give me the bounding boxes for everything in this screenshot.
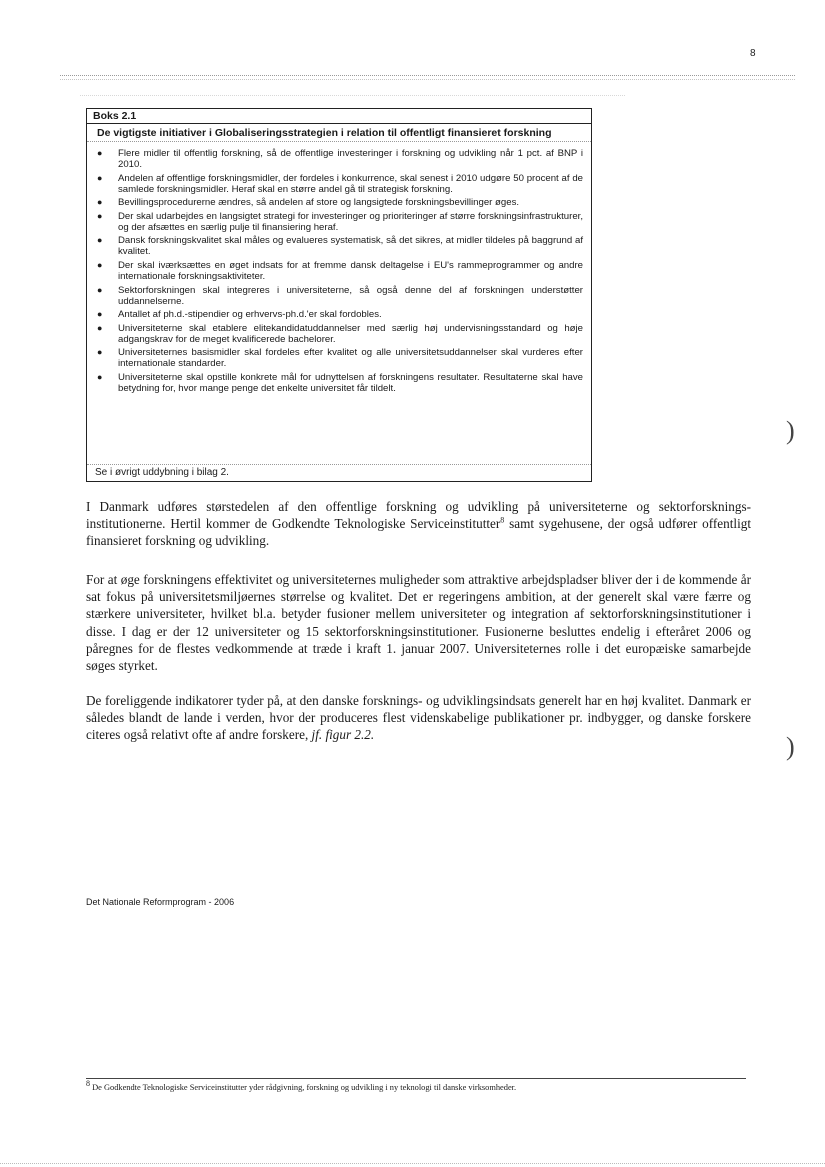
bullet-icon: ● xyxy=(97,284,103,295)
header-rule xyxy=(60,75,795,76)
list-item-text: Bevillingsprocedurerne ændres, så andelen af store og langsigtede forskningsbevillinger øges. xyxy=(118,197,520,209)
bullet-icon: ● xyxy=(97,309,103,320)
list-item xyxy=(97,347,583,369)
footnote-reference: 8 xyxy=(500,515,505,525)
list-item xyxy=(97,323,583,345)
info-box xyxy=(86,108,592,482)
paragraph-text: De foreliggende indikatorer tyder på, at den danske forsknings- og udviklingsindsats generelt har en høj kvalitet. Danmark er således blandt de lande i verden, hvor der produceres flest videnskabelige publikationer pr. indbygger, og danske forskere citeres også relativt ofte af andre forskere, xyxy=(86,693,751,743)
list-item-text: Sektorforskningen skal integreres i universiteterne, så også denne del af forskningen understøtter uddannelserne. xyxy=(118,284,583,307)
paragraph xyxy=(86,692,751,744)
box-title: De vigtigste initiativer i Globaliseringsstrategien i relation til offentligt finansieret forskning xyxy=(87,124,591,142)
document-footer: Det Nationale Reformprogram - 2006 xyxy=(86,897,235,907)
list-item-text: Antallet af ph.d.-stipendier og erhvervs-ph.d.'er skal fordobles. xyxy=(118,309,382,321)
list-item xyxy=(97,211,583,233)
list-item xyxy=(97,372,583,394)
list-item-text: Universiteterne skal etablere elitekandidatuddannelser med særlig høj undervisningsstandard og høje adgangskrav for de meget kvalificerede bachelorer. xyxy=(118,322,583,345)
list-item xyxy=(97,148,583,170)
list-item-text: Andelen af offentlige forskningsmidler, der fordeles i konkurrence, skal senest i 2010 udgøre 50 procent af de samlede forskningsmidler. Heraf skal en større andel gå til strategisk forskning. xyxy=(118,172,583,195)
list-item xyxy=(97,173,583,195)
paragraph-text: I Danmark udføres størstedelen af den offentlige forskning og udvikling på universiteterne og sektorforsknings-institutionerne. Hertil kommer de Godkendte Teknologiske Serviceinstitutter xyxy=(86,499,751,532)
list-item xyxy=(97,309,583,320)
footnote-text: De Godkendte Teknologiske Serviceinstitutter yder rådgivning, forskning og udvikling i ny teknologi til danske virksomheder. xyxy=(90,1083,517,1092)
box-label: Boks 2.1 xyxy=(87,109,591,124)
bullet-icon: ● xyxy=(97,347,103,358)
footnote-divider xyxy=(86,1078,746,1079)
list-item xyxy=(97,197,583,208)
paragraph-text: samt sygehusene, der også udfører offentligt finansieret forskning og udvikling. xyxy=(86,516,751,549)
list-item-text: Universiteternes basismidler skal fordeles efter kvalitet og alle universitetsuddannelser skal vurderes efter internationale standarder. xyxy=(118,347,583,370)
bullet-icon: ● xyxy=(97,172,103,183)
bullet-icon: ● xyxy=(97,197,103,208)
paragraph xyxy=(86,498,751,550)
list-item-text: Der skal udarbejdes en langsigtet strategi for investeringer og prioriteringer af større forskningsinfrastrukturer, og der afsættes en særlig pulje til finansiering heraf. xyxy=(118,210,583,233)
list-item xyxy=(97,235,583,257)
list-item xyxy=(97,260,583,282)
box-list xyxy=(87,148,591,394)
margin-mark: ) xyxy=(786,732,795,761)
bullet-icon: ● xyxy=(97,259,103,270)
bullet-icon: ● xyxy=(97,371,103,382)
list-item xyxy=(97,285,583,307)
bullet-icon: ● xyxy=(97,148,103,158)
list-item-text: Universiteterne skal opstille konkrete mål for udnyttelsen af forskningens resultater. Resultaterne skal have betydning for, hvor mange penge det enkelte universitet får tildelt. xyxy=(118,371,583,394)
header-rule xyxy=(60,79,795,80)
list-item-text: Flere midler til offentlig forskning, så de offentlige investeringer i forskning og udvikling når 1 pct. af BNP i 2010. xyxy=(118,148,583,170)
footnote-marker: 8 xyxy=(86,1079,90,1089)
list-item-text: Dansk forskningskvalitet skal måles og evalueres systematisk, så det sikres, at midler tildeles på baggrund af kvalitet. xyxy=(118,235,583,258)
footnote xyxy=(86,1079,751,1092)
figure-reference: jf. figur 2.2. xyxy=(308,727,375,743)
margin-mark: ) xyxy=(786,416,795,445)
list-item-text: Der skal iværksættes en øget indsats for at fremme dansk deltagelse i EU's rammeprogrammer og andre internationale forskningsaktiviteter. xyxy=(118,259,583,282)
bullet-icon: ● xyxy=(97,210,103,221)
bullet-icon: ● xyxy=(97,322,103,333)
page-edge xyxy=(0,1163,825,1164)
page-number: 8 xyxy=(750,48,756,59)
header-rule xyxy=(80,95,625,96)
box-footer: Se i øvrigt uddybning i bilag 2. xyxy=(87,464,591,481)
bullet-icon: ● xyxy=(97,235,103,246)
paragraph: For at øge forskningens effektivitet og universiteternes muligheder som attraktive arbejdspladser bliver der i de kommende år sat fokus på universitetsmiljøernes størrelse og kvalitet. Det er regeringens ambition, at der generelt skal være færre og stærkere universiteter, hvilket bl.a. betyder fusioner mellem universiteter og integration af sektorforskningsinstitutioner i disse. I dag er der 12 universiteter og 15 sektorforskningsinstitutioner. Fusionerne besluttes endelig i efteråret 2006 og påregnes for de flestes vedkommende at træde i kraft 1. januar 2007. Universiteternes rolle i det europæiske samarbejde søges styrket. xyxy=(86,572,751,674)
